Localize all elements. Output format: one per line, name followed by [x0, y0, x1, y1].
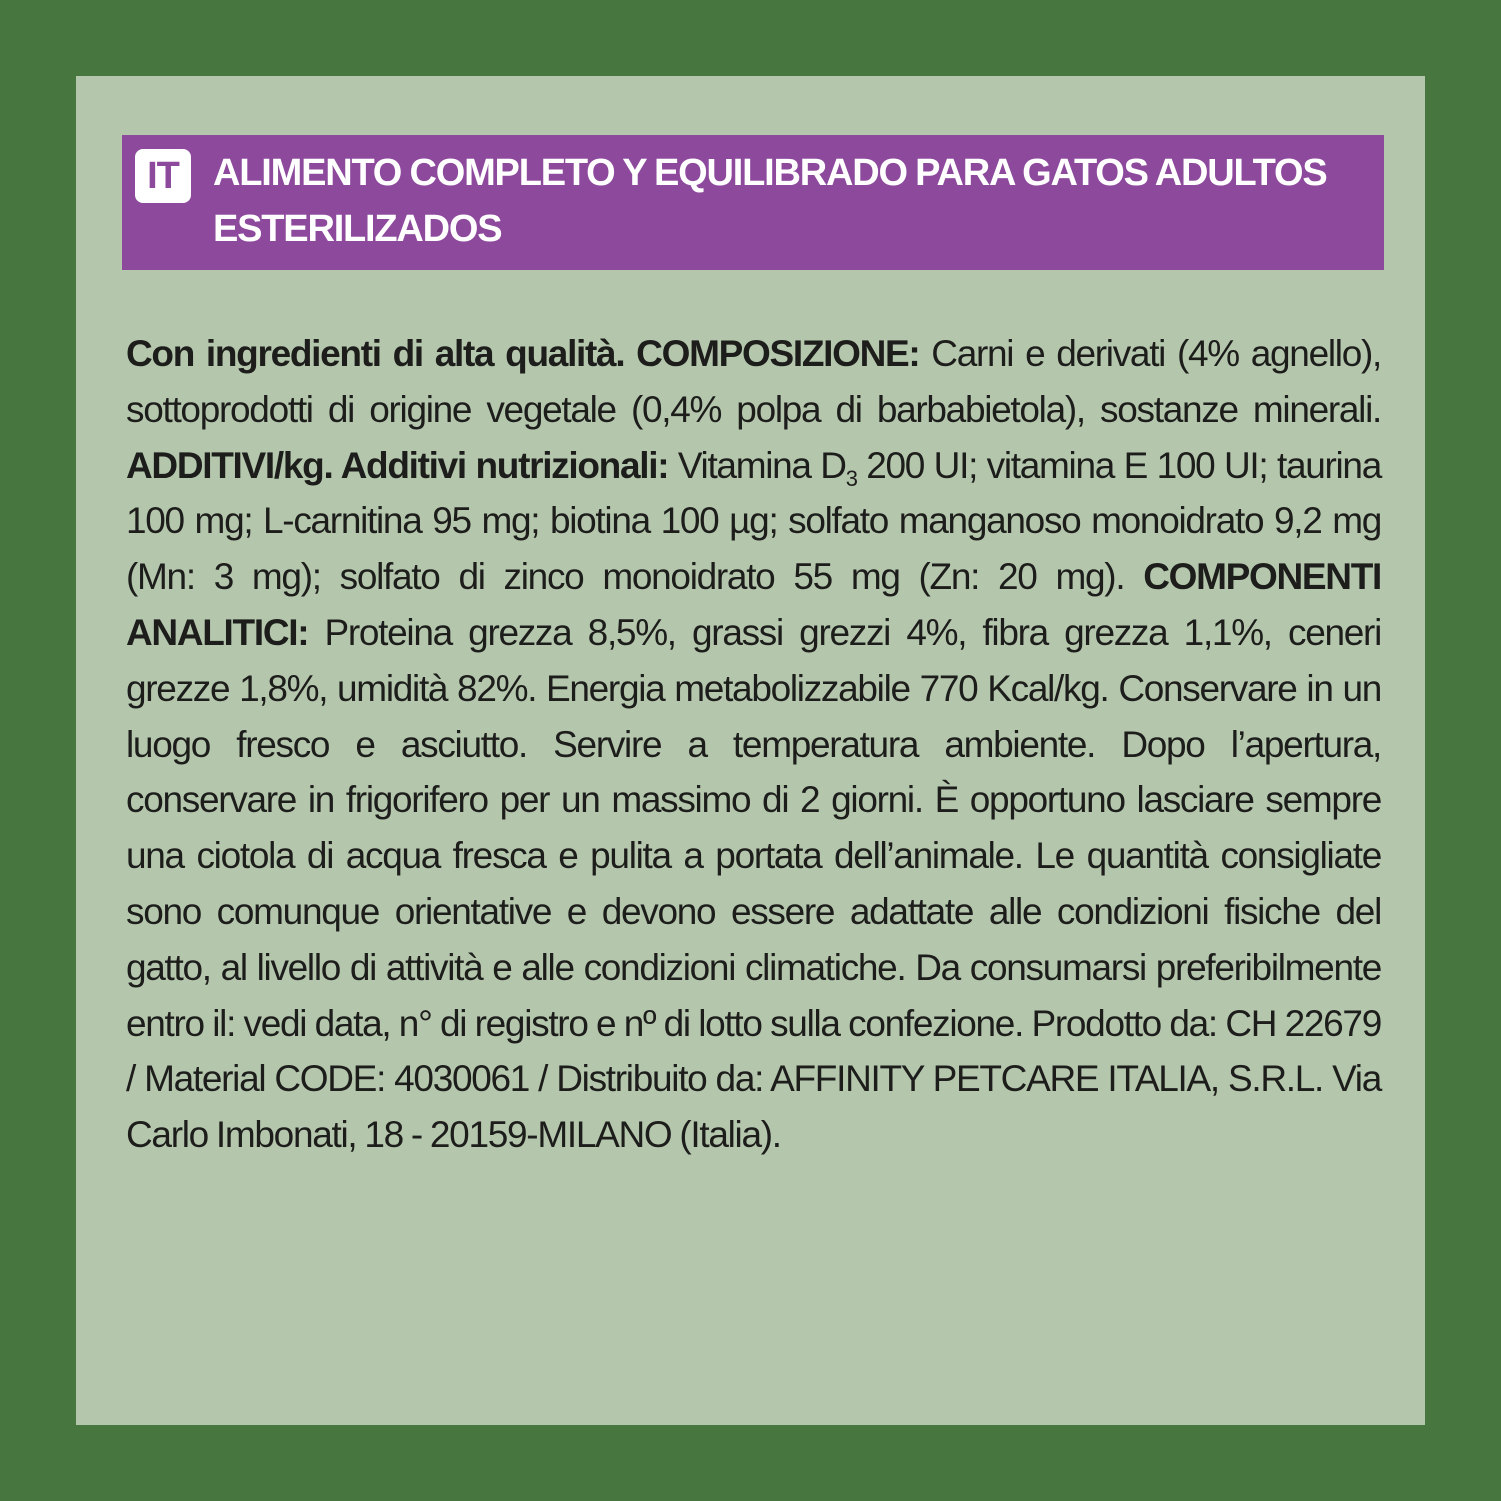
- composition-heading: Con ingredienti di alta qualità. COMPOSIZIONE:: [126, 333, 920, 374]
- label-panel: [76, 76, 1425, 1425]
- language-banner: [122, 135, 1384, 270]
- language-code-badge: IT: [135, 149, 191, 203]
- analytic-heading: COMPONENTI ANALITICI:: [126, 556, 1381, 653]
- vitamin-d-subscript: 3: [845, 465, 857, 491]
- analytic-text: Proteina grezza 8,5%, grassi grezzi 4%, fibra grezza 1,1%, ceneri grezze 1,8%, umidità 82%. Energia metabolizzabile 770 Kcal/kg. Conservare in un luogo fresco e asciutto. Servire a temperatura ambiente. Dopo l’apertura, conservare in frigorifero per un massimo di 2 giorni. È opportuno lasciare sempre una ciotola di acqua fresca e pulita a portata dell’animale. Le quantità consigliate sono comunque orientative e devono essere adattate alle condizioni fisiche del gatto, al livello di attività e alle condizioni climatiche. Da consumarsi preferibilmente entro il: vedi data, n° di registro e nº di lotto sulla confezione. Prodotto da: CH 22679 / Material CODE: 4030061 / Distribuito da: AFFINITY PETCARE ITALIA, S.R.L. Via Carlo Imbonati, 18 - 20159-MILANO (Italia).: [126, 611, 1381, 1156]
- additives-heading: ADDITIVI/kg. Additivi nutrizionali:: [126, 444, 669, 486]
- additives-text: 200 UI; vitamina E 100 UI; taurina 100 mg; L-carnitina 95 mg; biotina 100 µg; solfato manganoso monoidrato 9,2 mg (Mn: 3 mg); solfato di zinco monoidrato 55 mg (Zn: 20 mg).: [126, 444, 1381, 598]
- label-body-text: [126, 326, 1381, 1163]
- product-title: ALIMENTO COMPLETO Y EQUILIBRADO PARA GATOS ADULTOS ESTERILIZADOS: [213, 152, 1327, 250]
- composition-text: Carni e derivati (4% agnello), sottoprodotti di origine vegetale (0,4% polpa di barbabietola), sostanze minerali.: [126, 333, 1381, 430]
- vitamin-d-text: Vitamina D: [668, 444, 846, 486]
